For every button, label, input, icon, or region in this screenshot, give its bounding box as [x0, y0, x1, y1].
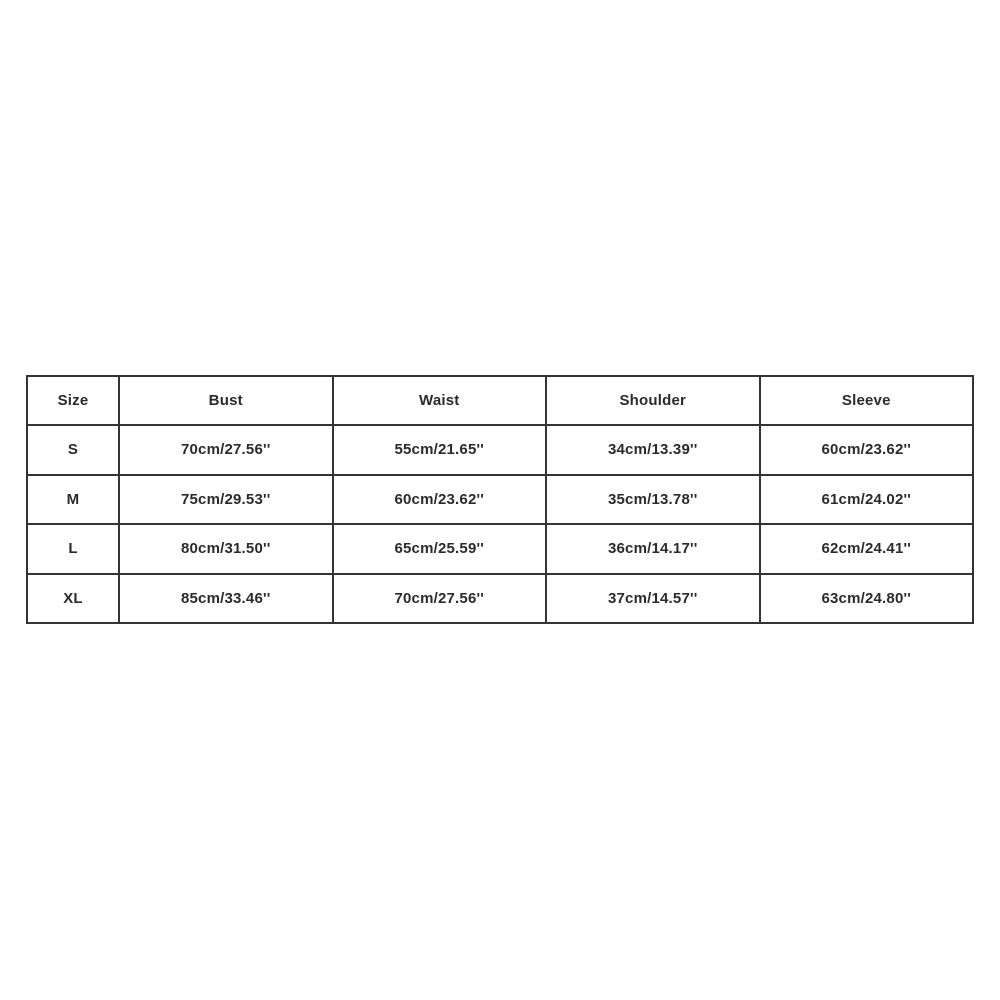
bust-value: 75cm/29.53''	[119, 475, 333, 525]
shoulder-value: 35cm/13.78''	[546, 475, 760, 525]
size-label: M	[27, 475, 119, 525]
column-header-sleeve: Sleeve	[760, 376, 974, 425]
size-chart	[26, 375, 974, 624]
shoulder-value: 37cm/14.57''	[546, 574, 760, 624]
table-row-m	[27, 475, 973, 525]
bust-value: 80cm/31.50''	[119, 524, 333, 574]
shoulder-value: 34cm/13.39''	[546, 425, 760, 475]
waist-value: 70cm/27.56''	[333, 574, 547, 624]
column-header-bust: Bust	[119, 376, 333, 425]
column-header-waist: Waist	[333, 376, 547, 425]
sleeve-value: 63cm/24.80''	[760, 574, 974, 624]
bust-value: 85cm/33.46''	[119, 574, 333, 624]
table-row-l	[27, 524, 973, 574]
size-label: S	[27, 425, 119, 475]
size-label: L	[27, 524, 119, 574]
table-row-s	[27, 425, 973, 475]
size-chart-table	[26, 375, 974, 624]
column-header-size: Size	[27, 376, 119, 425]
table-row-xl	[27, 574, 973, 624]
waist-value: 55cm/21.65''	[333, 425, 547, 475]
sleeve-value: 60cm/23.62''	[760, 425, 974, 475]
waist-value: 60cm/23.62''	[333, 475, 547, 525]
sleeve-value: 62cm/24.41''	[760, 524, 974, 574]
size-label: XL	[27, 574, 119, 624]
table-header-row	[27, 376, 973, 425]
column-header-shoulder: Shoulder	[546, 376, 760, 425]
waist-value: 65cm/25.59''	[333, 524, 547, 574]
shoulder-value: 36cm/14.17''	[546, 524, 760, 574]
sleeve-value: 61cm/24.02''	[760, 475, 974, 525]
bust-value: 70cm/27.56''	[119, 425, 333, 475]
